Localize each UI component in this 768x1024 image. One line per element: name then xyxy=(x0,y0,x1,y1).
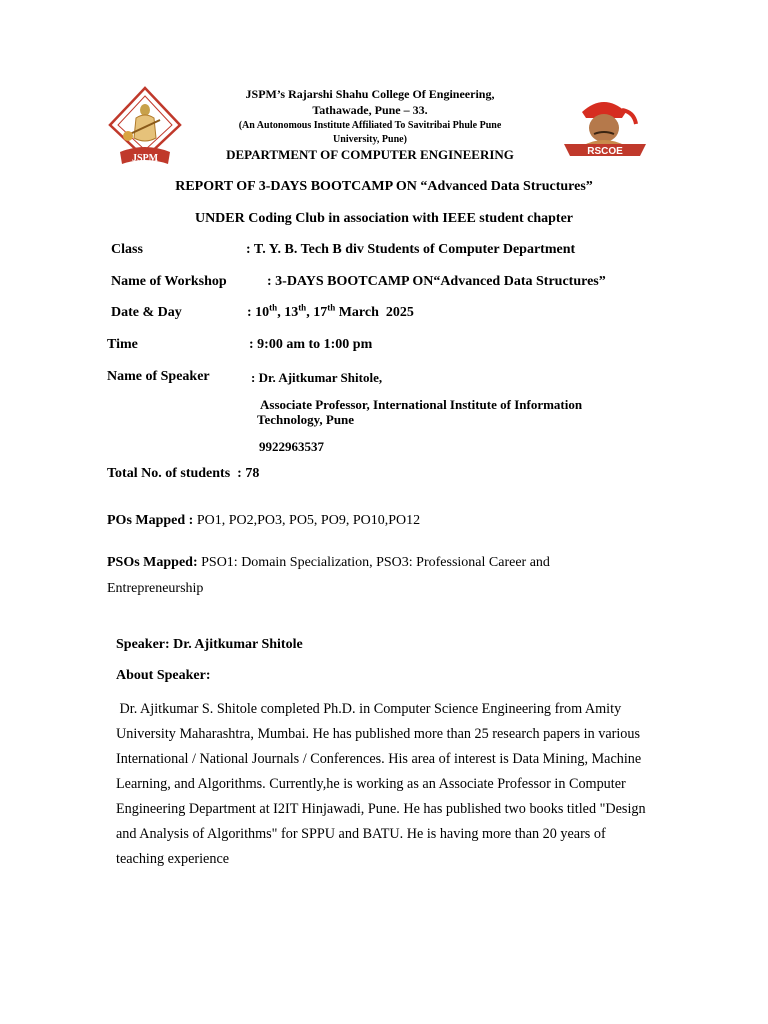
date-label: Date & Day xyxy=(111,305,182,320)
time-label: Time xyxy=(107,337,138,352)
class-value: : T. Y. B. Tech B div Students of Computer Department xyxy=(246,242,576,257)
speaker-value: : Dr. Ajitkumar Shitole, xyxy=(251,370,383,385)
report-title: REPORT OF 3-DAYS BOOTCAMP ON “Advanced Data Structures” xyxy=(175,179,593,194)
about-line: Learning, and Algorithms. Currently,he is working as an Associate Professor in Computer xyxy=(116,776,626,792)
about-heading: About Speaker: xyxy=(116,668,211,683)
pos-mapped: POs Mapped : PO1, PO2,PO3, PO5, PO9, PO10,PO12 xyxy=(107,513,421,528)
college-address: Tathawade, Pune – 33. xyxy=(312,103,428,117)
rscoe-portrait-icon xyxy=(560,90,650,158)
about-line: teaching experience xyxy=(116,851,230,867)
students-count: Total No. of students : 78 xyxy=(107,466,260,481)
report-subtitle: UNDER Coding Club in association with IEEE student chapter xyxy=(194,211,574,226)
psos-mapped: PSOs Mapped: PSO1: Domain Specialization, PSO3: Professional Career and xyxy=(107,555,550,570)
time-value: : 9:00 am to 1:00 pm xyxy=(249,337,373,352)
about-line: and Analysis of Algorithms" for SPPU and BATU. He is having more than 20 years of xyxy=(116,826,606,842)
college-name: JSPM’s Rajarshi Shahu College Of Engineering, xyxy=(245,87,495,101)
about-line: Engineering Department at I2IT Hinjawadi, Pune. He has published two books titled "Design xyxy=(116,801,646,817)
date-value: : 10th, 13th, 17th March 2025 xyxy=(247,302,414,320)
speaker-heading: Speaker: Dr. Ajitkumar Shitole xyxy=(116,637,303,652)
jspm-logo xyxy=(106,86,184,168)
college-affiliation: (An Autonomous Institute Affiliated To Savitribai Phule Pune xyxy=(238,120,502,131)
jspm-emblem-icon xyxy=(106,86,184,168)
workshop-value: : 3-DAYS BOOTCAMP ON“Advanced Data Structures” xyxy=(267,274,606,289)
psos-mapped-cont: Entrepreneurship xyxy=(107,581,204,596)
rscoe-logo xyxy=(560,90,650,158)
jspm-logo-text: JSPM xyxy=(131,153,159,164)
about-line: University Maharashtra, Mumbai. He has published more than 25 research papers in various xyxy=(116,726,641,742)
about-line: International / National Journals / Conferences. His area of interest is Data Mining, Machine xyxy=(116,751,642,767)
speaker-label: Name of Speaker xyxy=(107,369,210,384)
speaker-affiliation: Associate Professor, International Institute of Information xyxy=(260,397,583,412)
workshop-label: Name of Workshop xyxy=(111,274,227,289)
college-university: University, Pune) xyxy=(333,134,407,145)
speaker-phone: 9922963537 xyxy=(259,439,324,454)
department-name: DEPARTMENT OF COMPUTER ENGINEERING xyxy=(226,147,514,162)
about-line: Dr. Ajitkumar S. Shitole completed Ph.D. in Computer Science Engineering from Amity xyxy=(116,701,622,717)
rscoe-logo-text: RSCOE xyxy=(587,146,623,157)
about-paragraph xyxy=(116,697,736,872)
class-label: Class xyxy=(111,242,143,257)
speaker-affiliation-2: Technology, Pune xyxy=(257,412,355,427)
